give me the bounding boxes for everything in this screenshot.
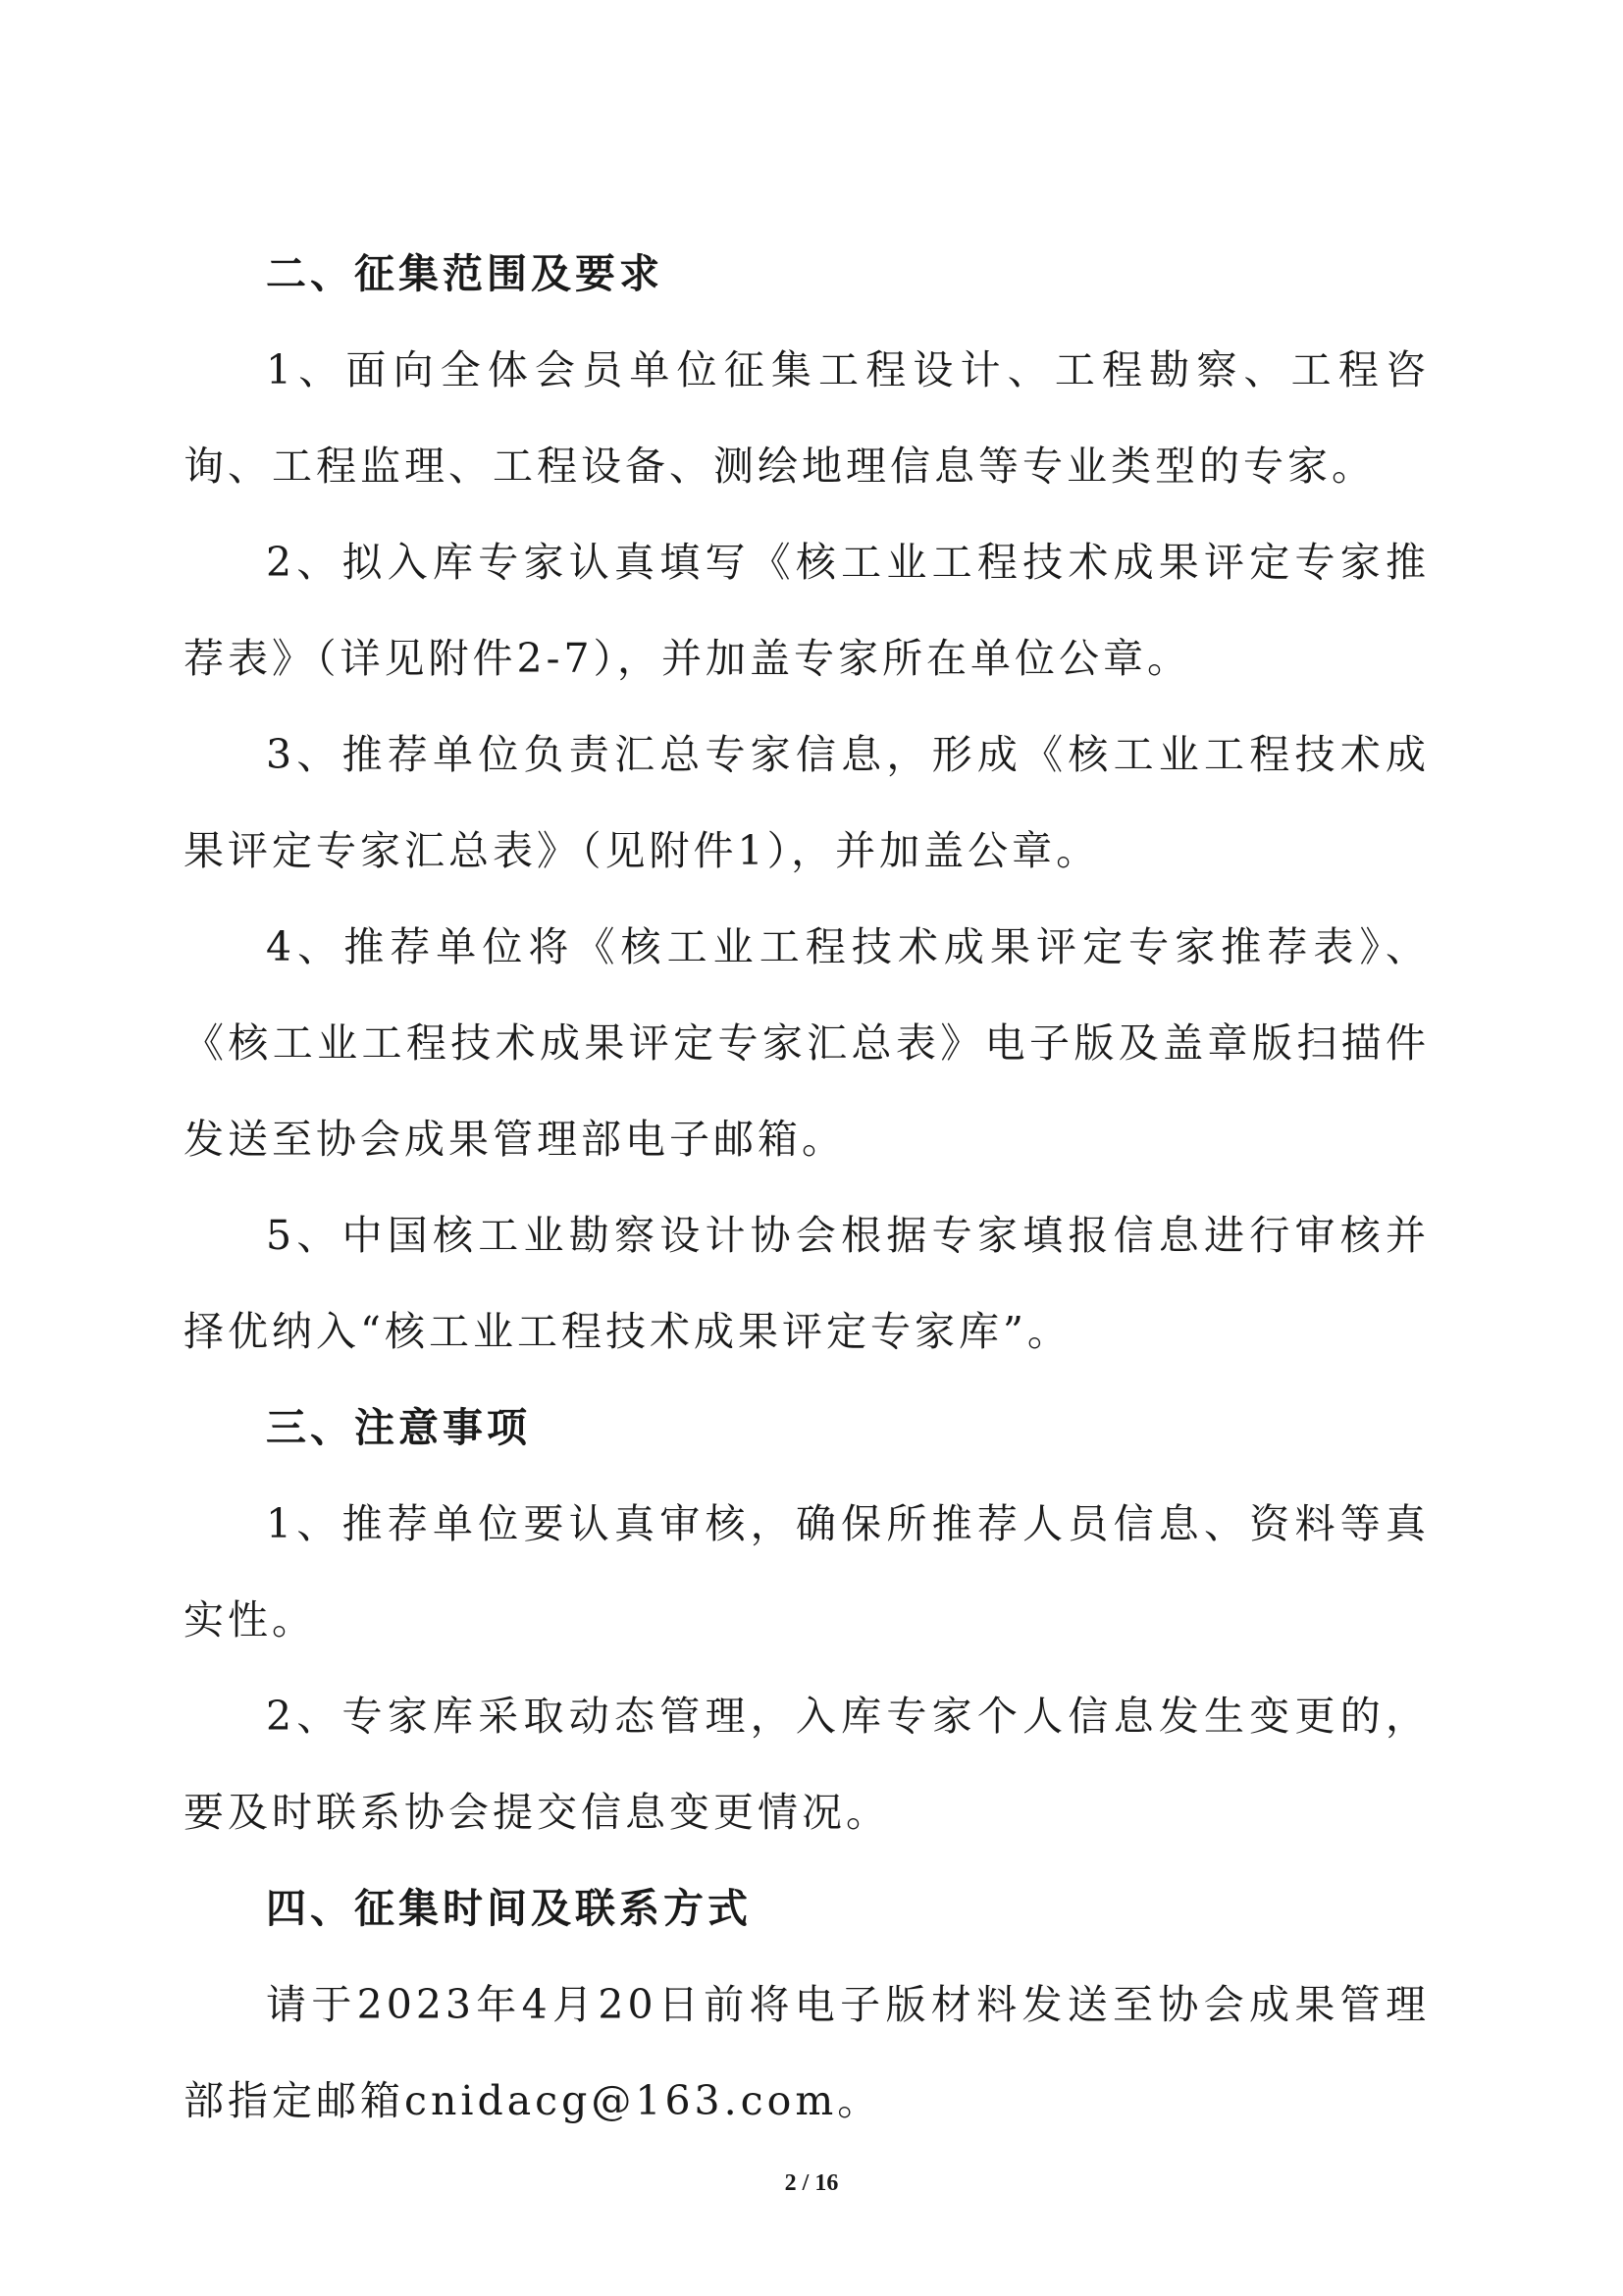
section-heading-notes: 三、注意事项 xyxy=(266,1404,531,1451)
page-number: 2 / 16 xyxy=(784,2170,839,2196)
section-heading-time-contact: 四、征集时间及联系方式 xyxy=(266,1885,752,1932)
paragraph-notes-2: 2、专家库采取动态管理，入库专家个人信息发生变更的，要及时联系协会提交信息变更情况。 xyxy=(183,1693,1430,1836)
paragraph-scope-1: 1、面向全体会员单位征集工程设计、工程勘察、工程咨询、工程监理、工程设备、测绘地理信息等专业类型的专家。 xyxy=(183,346,1430,490)
paragraph-notes-1: 1、推荐单位要认真审核，确保所推荐人员信息、资料等真实性。 xyxy=(183,1500,1430,1644)
section-heading-collection-scope: 二、征集范围及要求 xyxy=(266,250,663,297)
paragraph-scope-2: 2、拟入库专家认真填写《核工业工程技术成果评定专家推荐表》（详见附件2-7），并加盖专家所在单位公章。 xyxy=(183,539,1430,682)
paragraph-scope-4: 4、推荐单位将《核工业工程技术成果评定专家推荐表》、《核工业工程技术成果评定专家汇总表》电子版及盖章版扫描件发送至协会成果管理部电子邮箱。 xyxy=(183,923,1430,1163)
paragraph-scope-5: 5、中国核工业勘察设计协会根据专家填报信息进行审核并择优纳入“核工业工程技术成果评定专家库”。 xyxy=(183,1212,1430,1355)
document-body xyxy=(183,226,1430,2149)
paragraph-scope-3: 3、推荐单位负责汇总专家信息，形成《核工业工程技术成果评定专家汇总表》（见附件1），并加盖公章。 xyxy=(183,731,1430,874)
paragraph-time-contact: 请于2023年4月20日前将电子版材料发送至协会成果管理部指定邮箱cnidacg@163.com。 xyxy=(183,1981,1430,2124)
